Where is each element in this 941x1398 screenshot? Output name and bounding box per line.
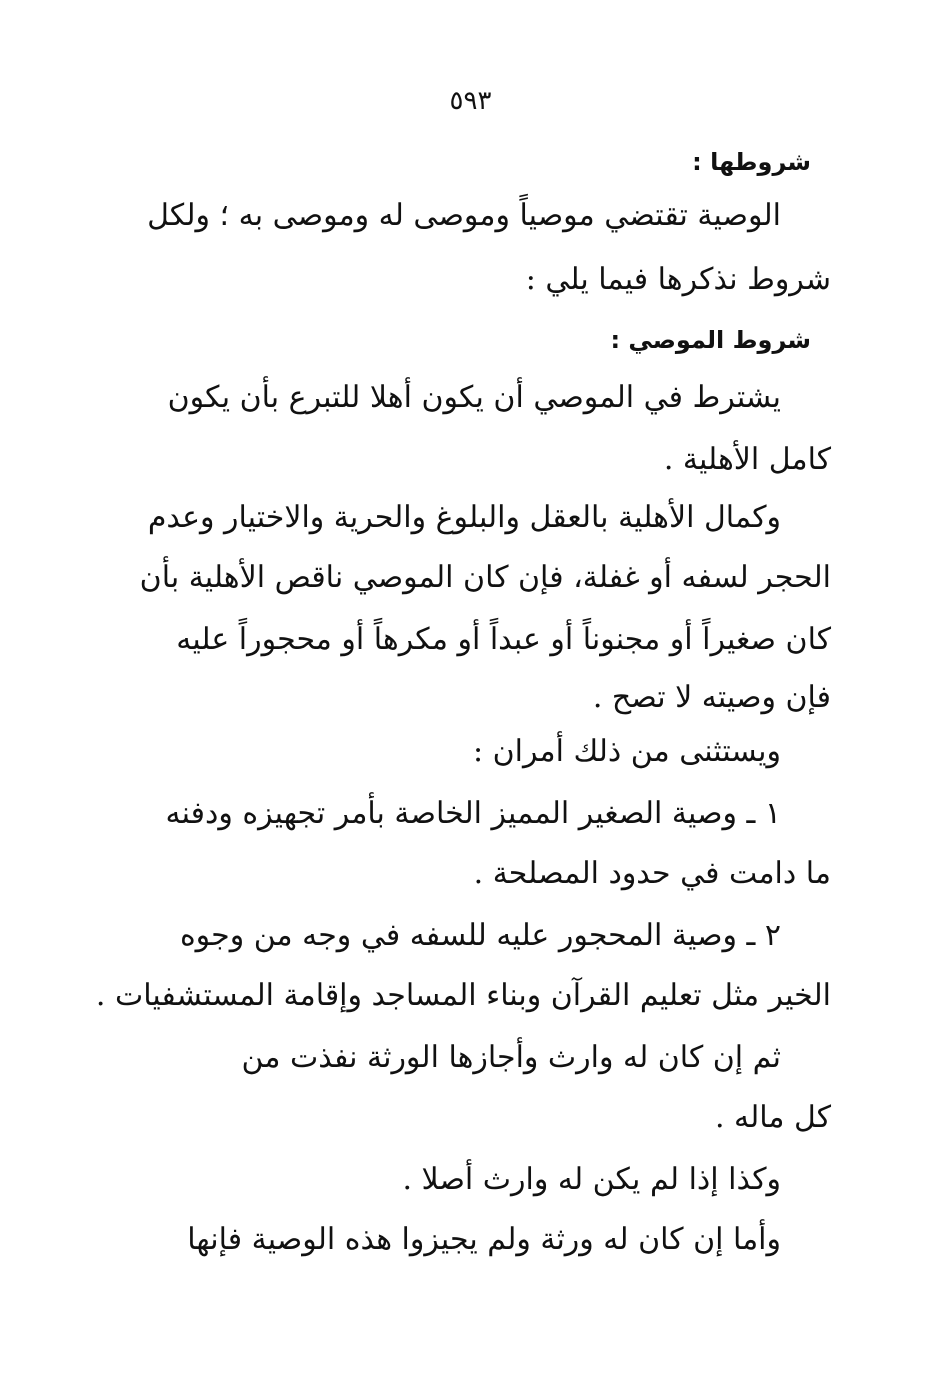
list-item-1-line: ما دامت في حدود المصلحة .	[473, 856, 831, 891]
paragraph-line: الحجر لسفه أو غفلة، فإن كان الموصي ناقص الأهلية بأن	[139, 560, 831, 595]
paragraph-line: ثم إن كان له وارث وأجازها الورثة نفذت من	[241, 1040, 781, 1075]
paragraph-line: شروط نذكرها فيما يلي :	[525, 262, 831, 297]
paragraph-line: وكذا إذا لم يكن له وارث أصلا .	[402, 1162, 781, 1197]
paragraph-line: وأما إن كان له ورثة ولم يجيزوا هذه الوصية فإنها	[187, 1222, 781, 1257]
paragraph-line: كامل الأهلية .	[663, 442, 831, 477]
paragraph-line: كان صغيراً أو مجنوناً أو عبداً أو مكرهاً أو محجوراً عليه	[176, 622, 831, 657]
paragraph-line: الوصية تقتضي موصياً وموصى له وموصى به ؛ ولكل	[147, 198, 781, 233]
list-item-1-line: ١ ـ وصية الصغير المميز الخاصة بأمر تجهيزه ودفنه	[165, 796, 781, 831]
list-item-2-line: الخير مثل تعليم القرآن وبناء المساجد وإقامة المستشفيات .	[95, 978, 831, 1013]
paragraph-line: وكمال الأهلية بالعقل والبلوغ والحرية والاختيار وعدم	[147, 500, 781, 535]
paragraph-line: كل ماله .	[714, 1100, 831, 1135]
paragraph-line: يشترط في الموصي أن يكون أهلا للتبرع بأن يكون	[167, 380, 781, 415]
section-heading-testator: شروط الموصي :	[610, 326, 811, 354]
page-number: ٥٩٣	[449, 86, 492, 116]
paragraph-line: فإن وصيته لا تصح .	[592, 680, 831, 715]
section-heading-conditions: شروطها :	[692, 148, 811, 176]
paragraph-line: ويستثنى من ذلك أمران :	[472, 734, 781, 769]
list-item-2-line: ٢ ـ وصية المحجور عليه للسفه في وجه من وجوه	[179, 918, 781, 953]
